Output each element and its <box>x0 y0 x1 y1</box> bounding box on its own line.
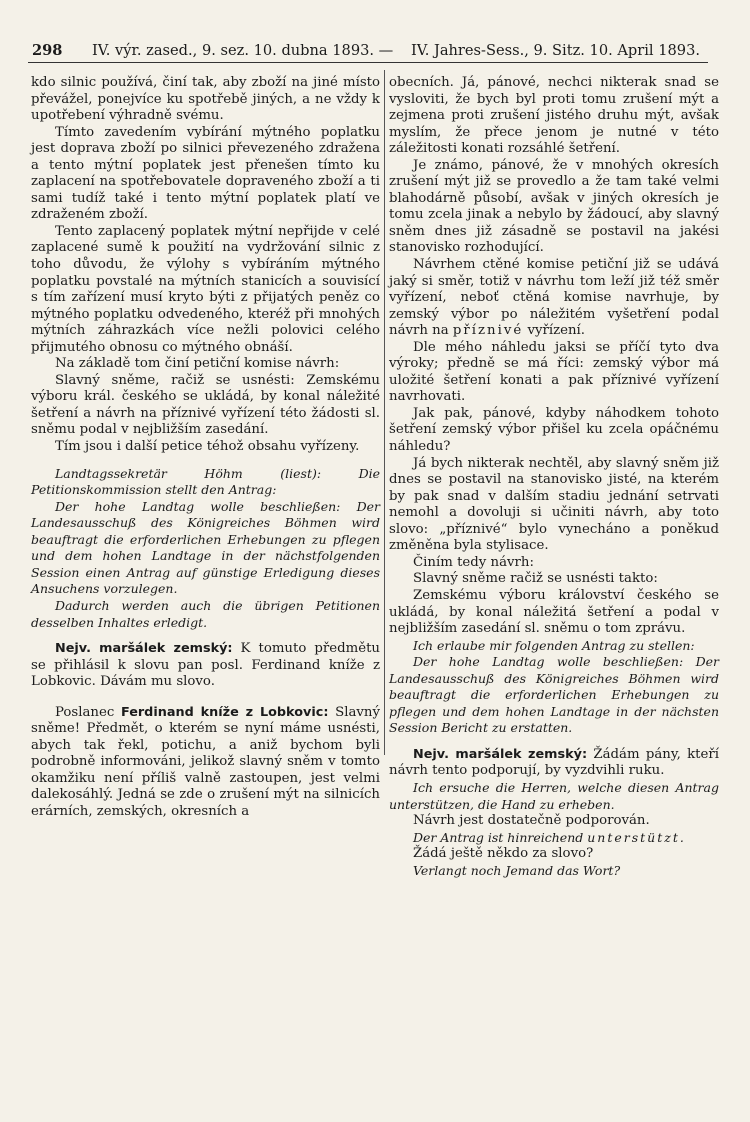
german-paragraph: Dadurch werden auch die übrigen Petitionen desselben Inhaltes erledigt. <box>31 597 380 630</box>
paragraph: Já bych nikterak nechtěl, aby slavný sněm již dnes se postavil na stanovisko jisté, na kterém by pak snad v dalším stadiu jednání setrvati nemohl a dovoluji si učiniti návrh, aby toto slovo: „příznivé“ bylo vynecháno a poněkud změněna byla stylisace. <box>389 455 719 554</box>
speaker-name: Nejv. maršálek zemský: <box>55 641 233 657</box>
speech-text: Slavný sněme! Předmět, o kterém se nyní máme usnésti, abych tak řekl, potichu, a aniž bychom byli podrobně informováni, jelikož slavný sněm v tomto okamžiku není příliš valně zastoupen, jest velmi dalekosáhlý. Jedná se zde o zrušení mýt na silnicích erárních, zemských, okresních a <box>31 704 380 819</box>
spacer <box>31 456 380 466</box>
paragraph: Tímto zavedením vybírání mýtného poplatku jest doprava zboží po silnici převezeného zdražena a tento mýtní poplatek jest přenešen tímto ku zaplacení na spotřebovatele dopraveného zboží a ti sami tudíž také i tento mýtní poplatek platí ve zdraženém zboží. <box>31 124 380 223</box>
text-fragment: vyřízení. <box>527 323 586 339</box>
speech-paragraph <box>31 641 380 691</box>
spacer <box>31 631 380 641</box>
paragraph: Dle mého náhledu jaksi se příčí tyto dva výroky; předně se má říci: zemský výbor má uložité šetření konati a pak příznivé vyřízení navrhovati. <box>389 339 719 405</box>
paragraph: kdo silnic používá, činí tak, aby zboží na jiné místo převážel, ponejvíce ku spotřebě jiných, a ne vždy k upotřebení výhradně svému. <box>31 75 380 124</box>
paragraph: Na základě tom činí petiční komise návrh: <box>55 356 340 372</box>
german-paragraph <box>389 830 719 847</box>
text-fragment: Der Antrag ist hinreichend <box>413 829 584 845</box>
speech-paragraph <box>31 705 380 821</box>
spacer <box>31 691 380 705</box>
speech-text: Žádám pány, kteří návrh tento podporují, by vyzdvihli ruku. <box>389 746 719 779</box>
paragraph: Je známo, pánové, že v mnohých okresích zrušení mýt již se provedlo a že tam také velmi blahodárně působí, avšak v jiných okresích je tomu zcela jinak a nebylo by žádoucí, aby slavný sněm dnes již zásadně se postavil na jakési stanovisko rozhodující. <box>389 157 719 256</box>
german-paragraph: Ich ersuche die Herren, welche diesen Antrag unterstützen, die Hand zu erheben. <box>389 779 719 812</box>
czech-session-info: IV. výr. zased., 9. sez. 10. dubna 1893. — <box>92 42 394 59</box>
paragraph: Činím tedy návrh: <box>413 554 534 570</box>
speaker-prefix: Poslanec <box>55 704 115 720</box>
paragraph: Tím jsou i další petice téhož obsahu vyřízeny. <box>55 439 360 455</box>
motion-text: Zemskému výboru království českého se ukládá, by konal náležitá šetření a podal v nejbližším zasedání sl. sněmu o tom zprávu. <box>389 587 719 637</box>
paragraph <box>389 257 719 340</box>
spacer <box>389 737 719 747</box>
german-session-info: IV. Jahres-Sess., 9. Sitz. 10. April 1893. <box>410 42 700 59</box>
paragraph: Žádá ještě někdo za slovo? <box>413 846 594 862</box>
paragraph: Tento zaplacený poplatek mýtní nepřijde v celé zaplacené sumě k použití na vydržování silnic z toho důvodu, že výlohy s vybíráním mýtného poplatku povstalé na mýtních stanicích a souvisící s tím zařízení musí kryto býti z přijatých peněz co mýtného poplatku odvedeného, kteréž při mnohých mýtních záhrazkách více nežli polovici celého přijmutého obnosu co mýtného obnáší. <box>31 223 380 355</box>
german-motion: Der hohe Landtag wolle beschließen: Der Landesausschuß des Königreiches Böhmen wird beauftragt die erforderlichen Erhebungen zu pflegen und dem hohen Landtage in der nächstfolgenden Session einen Antrag auf günstige Erledigung dieses Ansuchens vorzulegen. <box>31 498 380 597</box>
german-motion: Der hohe Landtag wolle beschließen: Der Landesausschuß des Königreiches Böhmen wird beauftragt die erforderlichen Erhebungen zu pflegen und dem hohen Landtage in der nächsten Session Bericht zu erstatten. <box>389 654 719 736</box>
german-paragraph: Landtagssekretär Höhm (liest): Die Petitionskommission stellt den Antrag: <box>31 465 380 498</box>
emphasis: unterstützt. <box>587 829 686 845</box>
left-column <box>31 75 380 821</box>
speaker-name: Ferdinand kníže z Lobkovic: <box>120 704 329 720</box>
column-divider <box>384 70 385 755</box>
motion-text: Slavný sněme, račiž se usnésti: Zemskému výboru král. českého se ukládá, by konal náležité šetření a návrh na příznivé vyřízení této žádosti sl. sněmu podal v nejbližším zasedání. <box>31 372 380 438</box>
text-fragment: Návrhem ctěné komise petiční již se udává jaký si směr, totiž v návrhu tom leží již též směr vyřízení, neboť ctěná komise navrhuje, by zemský výbor po náležitém vyšetření podal návrh na <box>389 257 719 339</box>
german-paragraph: Verlangt noch Jemand das Wort? <box>413 862 621 878</box>
right-column <box>389 75 719 879</box>
speaker-name: Nejv. maršálek zemský: <box>413 746 588 762</box>
german-paragraph: Ich erlaube mir folgenden Antrag zu stellen: <box>413 637 695 653</box>
paragraph: obecních. Já, pánové, nechci nikterak snad se vysloviti, že bych byl proti tomu zrušení mýt a zejmena proti zrušení jistého druhu mýt, avšak myslím, že přece jenom je nutné v této záležitosti konati rozsáhlé šetření. <box>389 75 719 157</box>
page-number: 298 <box>32 42 63 59</box>
paragraph: Jak pak, pánové, kdyby náhodkem tohoto šetření zemský výbor přišel ku zcela opáčnému náhledu? <box>389 405 719 455</box>
paragraph: Slavný sněme račiž se usnésti takto: <box>413 571 658 587</box>
speech-paragraph <box>389 747 719 780</box>
page-header <box>28 40 708 63</box>
paragraph: Návrh jest dostatečně podporován. <box>413 813 650 829</box>
emphasis: příznivé <box>452 323 524 339</box>
speech-text: K tomuto předmětu se přihlásil k slovu pan posl. Ferdinand kníže z Lobkovic. Dávám mu slovo. <box>31 641 380 690</box>
